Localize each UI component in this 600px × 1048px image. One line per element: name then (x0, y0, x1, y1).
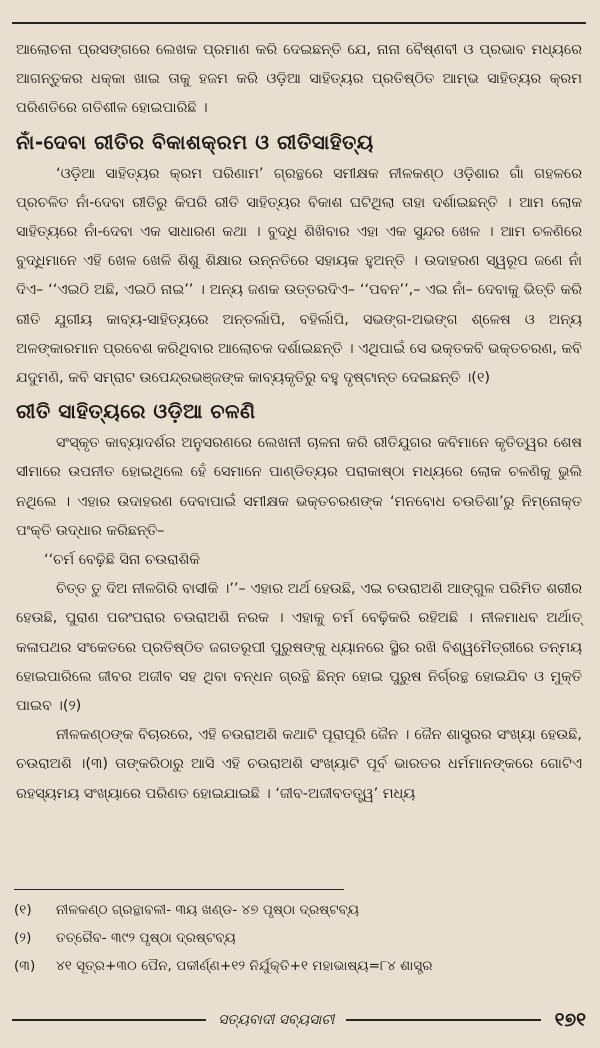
page-number: ୧୭୧ (554, 1009, 586, 1031)
paragraph-intro: ଆଲୋଚନା ପ୍ରସଙ୍ଗରେ ଲେଖକ ପ୍ରମାଣ କରି ଦେଇଛନ୍ତି ଯେ, ନାନା ବୈଷ୍ଣବୀ ଓ ପ୍ରଭାବ ମଧ୍ୟରେ ଆଗନ୍ତୁକର ଧକ୍କା ଖାଇ ତାକୁ ହଜମ କରି ଓଡ଼ିଆ ସାହିତ୍ୟର ପ୍ରତିଷ୍ଠିତ ଆମ୍ଭ ସାହିତ୍ୟର କ୍ରମ ପରିଣତିରେ ଗତିଶୀଳ ହୋଇପାରିଛି । (16, 42, 582, 117)
footnote-number: (୧) (14, 902, 32, 918)
footer-rule-right (346, 1019, 540, 1021)
top-rule (12, 22, 586, 24)
footnote-number: (୩) (14, 958, 36, 974)
paragraph-riti-literature: ସଂସ୍କୃତ କାବ୍ୟାଦର୍ଶର ଅନୁସରଣରେ ଲେଖନୀ ଚାଳନା କରି ରୀତିଯୁଗର କବିମାନେ କୃତିତ୍ୱର ଶେଷ ସୀମାରେ ଉପନୀତ ହୋଇଥିଲେ ହେଁ ସେମାନେ ପାଣ୍ଡିତ୍ୟର ପରାକାଷ୍ଠା ମଧ୍ୟରେ ଲୋକ ଚଳଣିକୁ ଭୁଲି ନଥିଲେ । ଏହାର ଉଦାହରଣ ଦେବାପାଇଁ ସମୀକ୍ଷକ ଭକ୍ତଚରଣଙ୍କ ‘ମନବୋଧ ଚଉତିଶା’ରୁ ନିମ୍ନୋକ୍ତ ପଂକ୍ତି ଉଦ୍ଧାର କରିଛନ୍ତି– (16, 435, 582, 539)
paragraph-name-giving: ‘ଓଡ଼ିଆ ସାହିତ୍ୟର କ୍ରମ ପରିଣାମ’ ଗ୍ରନ୍ଥରେ ସମୀକ୍ଷକ ନୀଳକଣ୍ଠ ଓଡ଼ିଶାର ଗାଁ ଗହଳରେ ପ୍ରଚଳିତ ନାଁ-ଦେବା ରୀତିରୁ କିପରି ରୀତି ସାହିତ୍ୟର ବିକାଶ ଘଟିଥିଲା ତାହା ଦର୍ଶାଇଛନ୍ତି । ଆମ ଲୋକ ସାହିତ୍ୟରେ ନାଁ-ଦେବା ଏକ ସାଧାରଣ କଥା । ବୁଦ୍ଧି ଶିଖିବାର ଏହା ଏକ ସୁନ୍ଦର ଖେଳ । ଆମ ଚଳଣିରେ ବୁଦ୍ଧିମାନେ ଏହି ଖେଳ ଖେଳି ଶିଶୁ ଶିକ୍ଷାର ଉନ୍ନତିରେ ସହାୟକ ହୁଅନ୍ତି । ଉଦାହରଣ ସ୍ୱରୂପ ଜଣେ ନାଁ ଦିଏ– ‘‘ଏଇଠି ଅଛି, ଏଇଠି ନାଇ’’ । ଅନ୍ୟ ଜଣକ ଉତ୍ତରଦିଏ– ‘‘ପବନ’’,– ଏଇ ନାଁ– ଦେବାକୁ ଭିତ୍ତି କରି ରୀତି ଯୁଗୀୟ କାବ୍ୟ-ସାହିତ୍ୟରେ ଅନ୍ତର୍ଲାପି, ବହିର୍ଲାପି, ସଭଙ୍ଗ-ଅଭଙ୍ଗ ଶ୍ଳେଷ ଓ ଅନ୍ୟ ଅଳଙ୍କାରମାନ ପ୍ରବେଶ କରିଥିବାର ଆଲୋଚକ ଦର୍ଶାଇଛନ୍ତି । ଏଥିପାଇଁ ସେ ଭକ୍ତକବି ଭକ୍ତଚରଣ, କବି ଯଦୁମଣି, କବି ସମ୍ରାଟ ଉପେନ୍ଦ୍ରଭଞ୍ଜଙ୍କ କାବ୍ୟକୃତିରୁ ବହୁ ଦୃଷ୍ଟାନ୍ତ ଦେଇଛନ୍ତି ।(୧) (16, 165, 582, 387)
footer-rule-left (12, 1019, 206, 1021)
page-body (16, 36, 582, 809)
footnotes (14, 896, 582, 980)
footnote-text: ନୀଳକଣ୍ଠ ଗ୍ରନ୍ଥାବଳୀ- ୩ୟ ଖଣ୍ଡ- ୪୭ ପୃଷ୍ଠା ଦ୍ରଷ୍ଟବ୍ୟ (56, 902, 360, 918)
quoted-verse: ‘‘ଚର୍ମ ବେଢ଼ିଛି ସିନା ଚଉରାଶିକି (44, 552, 200, 569)
section-heading-2: ରୀତି ସାହିତ୍ୟରେ ଓଡ଼ିଆ ଚଳଣି (16, 399, 256, 424)
footer-book-title: ସତ୍ୟବାଦୀ ସବ୍ୟସାଚୀ (218, 1012, 335, 1028)
page-footer (12, 1005, 586, 1035)
section-heading-1: ନାଁ-ଦେବା ରୀତିର ବିକାଶକ୍ରମ ଓ ରୀତିସାହିତ୍ୟ (16, 129, 374, 154)
footnote-item (14, 896, 582, 924)
paragraph-jain-number: ନୀଳକଣ୍ଠଙ୍କ ବିଚାରରେ, ଏହି ଚଉରାଅଶି କଥାଟି ପୂରାପୂରି ଜୈନ । ଜୈନ ଶାସ୍ତ୍ରର ସଂଖ୍ୟା ହେଉଛି, ଚଉରାଅଶି ।(୩) ତାଙ୍କରିଠାରୁ ଆସି ଏହି ଚଉରାଅଶି ସଂଖ୍ୟାଟି ପୂର୍ବ ଭାରତର ଧର୍ମମାନଙ୍କରେ ଗୋଟିଏ ରହସ୍ୟମୟ ସଂଖ୍ୟାରେ ପରିଣତ ହୋଇଯାଇଛି । ‘ଜୀବ-ଅଜୀବତତ୍ତ୍ୱ’ ମଧ୍ୟ (16, 727, 582, 802)
footnote-rule (14, 889, 344, 890)
footnote-item (14, 952, 582, 980)
footnote-text: ତତ୍ରୈବ- ୩୯୨ ପୃଷ୍ଠା ଦ୍ରଷ୍ଟବ୍ୟ (56, 930, 236, 946)
footnote-number: (୨) (14, 930, 32, 946)
footnote-text: ୪୧ ସୂତ୍ର+୩୦ ପୈନ, ପକୀର୍ଣ୍ଣ+୧୨ ନିର୍ଯୁକ୍ତି+୧ ମହାଭାଷ୍ୟ=୮୪ ଶାସ୍ତ୍ର (56, 958, 433, 974)
paragraph-verse-meaning: ଚିତ୍ତ ତୁ ଦିଅ ନୀଳଗିରି ବାସୀକି ।’’– ଏହାର ଅର୍ଥ ହେଉଛି, ଏଇ ଚଉରାଅଶି ଆଙ୍ଗୁଳ ପରିମିତ ଶରୀର ହେଉଛି, ପୁରାଣ ପରଂପରାର ଚଉରାଅଶି ନରକ । ଏହାକୁ ଚର୍ମ ବେଢ଼ିକରି ରହିଅଛି । ନୀଳମାଧବ ଅର୍ଥାତ୍ କଳାପଥର ସଂକେତରେ ପ୍ରତିଷ୍ଠିତ ଜଗତରୂପୀ ପୁରୁଷଙ୍କୁ ଧ୍ୟାନରେ ସ୍ଥିର ରଖି ବିଶ୍ୱମୈତ୍ରୀରେ ତନ୍ମୟ ହୋଇପାରିଲେ ଜୀବର ଅଜୀବ ସହ ଥିବା ବନ୍ଧନ ଗ୍ରନ୍ଥି ଛିନ୍ନ ହୋଇ ପୁରୁଷ ନିର୍ଗ୍ରନ୍ଥ ହୋଇଯିବ ଓ ମୁକ୍ତି ପାଇବ ।(୨) (16, 581, 582, 715)
footnote-item (14, 924, 582, 952)
